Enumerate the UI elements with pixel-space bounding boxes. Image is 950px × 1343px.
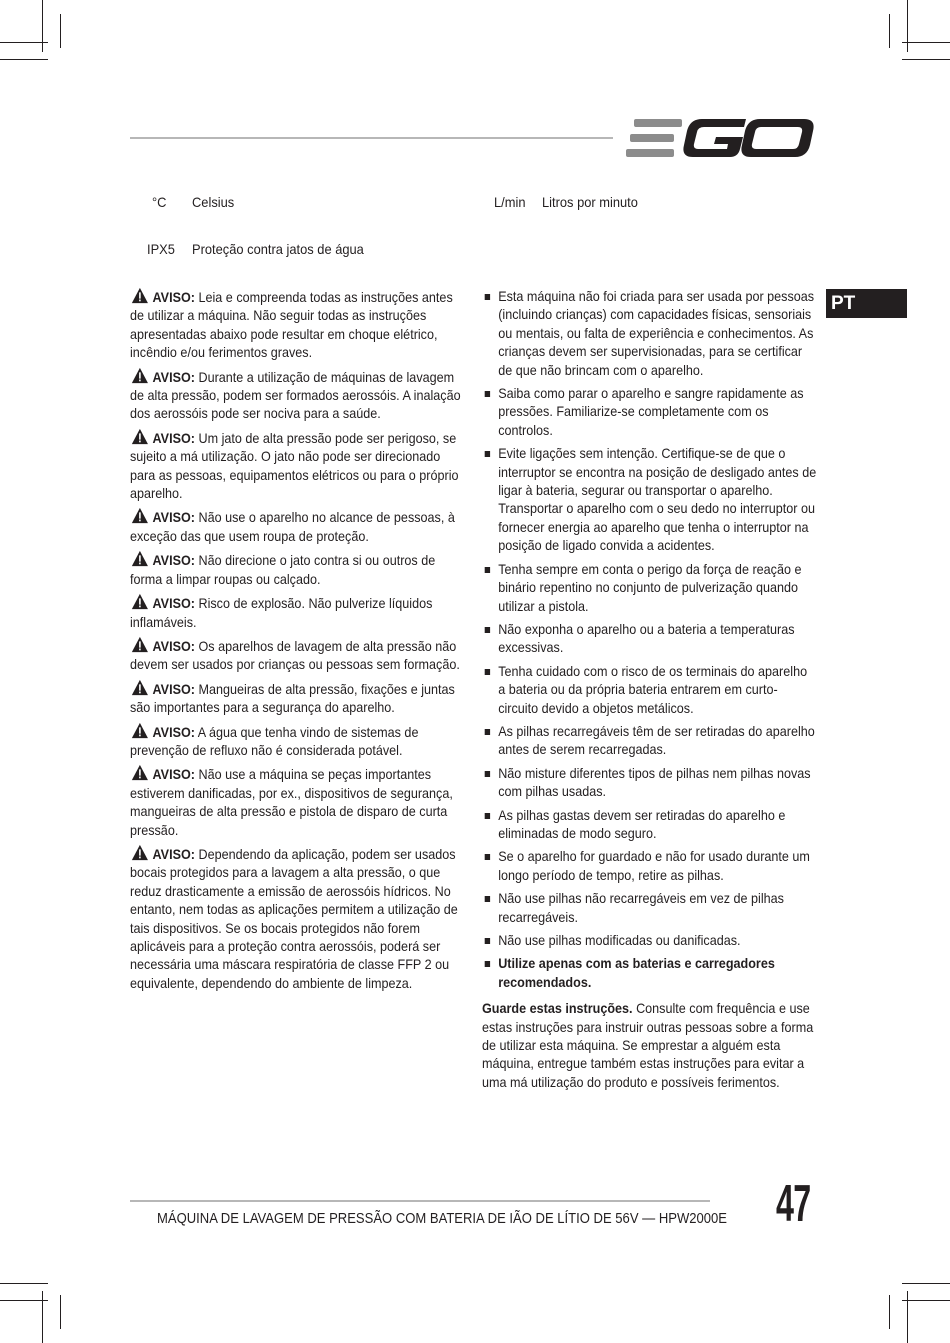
safety-list-column xyxy=(482,287,817,1091)
warning-label: AVISO: xyxy=(152,509,195,526)
warning-text: Não use a máquina se peças importantes estiverem danificadas, por ex., dispositivos de segurança, mangueiras de alta pressão e pistola de disparo de curta pressão. xyxy=(130,766,453,838)
warning-paragraph xyxy=(130,287,463,362)
warning-text: Não direcione o jato contra si ou outros de forma a limpar roupas ou calçado. xyxy=(130,552,436,587)
warning-label: AVISO: xyxy=(152,637,195,654)
warnings-column xyxy=(130,287,463,997)
crop-mark xyxy=(42,0,43,52)
warning-text: Durante a utilização de máquinas de lavagem de alta pressão, podem ser formados aerossóis. A inalação dos aerossóis pode ser nociva para a saúde. xyxy=(130,368,461,422)
crop-mark xyxy=(0,1283,48,1284)
warning-label: AVISO: xyxy=(152,595,195,612)
warning-label: AVISO: xyxy=(152,368,195,385)
safety-bullet-item: Tenha cuidado com o risco de os terminais do aparelho a bateria ou da própria bateria entrarem em curto-circuito devido a objetos metálicos. xyxy=(482,662,817,717)
crop-mark xyxy=(889,1295,890,1329)
warning-label: AVISO: xyxy=(152,680,195,697)
safety-bullet-item: Se o aparelho for guardado e não for usado durante um longo período de tempo, retire as pilhas. xyxy=(482,847,817,884)
crop-mark xyxy=(889,14,890,48)
warning-text: Leia e compreenda todas as instruções antes de utilizar a máquina. Não seguir todas as instruções apresentadas abaixo pode resultar em choque elétrico, incêndio e/ou ferimentos graves. xyxy=(130,289,453,361)
warning-triangle-icon xyxy=(130,764,150,781)
ego-logo xyxy=(626,113,816,163)
warning-triangle-icon xyxy=(130,507,150,524)
warning-paragraph xyxy=(130,679,463,717)
warning-triangle-icon xyxy=(130,367,150,384)
warning-paragraph xyxy=(130,550,463,588)
warning-triangle-icon xyxy=(130,636,150,653)
safety-bullet-item: Tenha sempre em conta o perigo da força de reação e binário repentino no conjunto de pulverização quando utilizar a pistola. xyxy=(482,560,817,615)
crop-mark xyxy=(0,42,48,43)
warning-label: AVISO: xyxy=(152,723,195,740)
warning-paragraph xyxy=(130,722,463,760)
warnings-list xyxy=(130,287,463,992)
abbreviation-row xyxy=(192,240,364,258)
crop-mark xyxy=(907,1291,908,1343)
warning-paragraph xyxy=(130,844,463,992)
warning-paragraph xyxy=(130,367,463,423)
safety-bullet-item: Não use pilhas não recarregáveis em vez de pilhas recarregáveis. xyxy=(482,889,817,926)
warning-triangle-icon xyxy=(130,679,150,696)
abbreviation-row xyxy=(542,193,638,211)
crop-mark xyxy=(0,1300,48,1301)
warning-text: Dependendo da aplicação, podem ser usados bocais protegidos para a lavagem a alta pressão, o que reduz drasticamente a emissão de aerossóis hídricos. No entanto, nem todas as aplicações permitem a utilização de tais dispositivos. Se os bocais protegidos não forem aplicáveis para a proteção contra aerossóis, poderá ser necessária uma máscara respiratória de classe FFP 2 ou equivalente, dependendo do ambiente de limpeza. xyxy=(130,845,458,991)
abbreviation-meaning: Celsius xyxy=(192,194,235,210)
warning-paragraph xyxy=(130,593,463,631)
crop-mark xyxy=(902,42,950,43)
abbreviation-symbol: IPX5 xyxy=(147,241,175,257)
keep-instructions-label: Guarde estas instruções. xyxy=(482,1000,633,1017)
warning-label: AVISO: xyxy=(152,289,195,305)
language-tab: PT xyxy=(826,289,907,318)
header-rule xyxy=(130,137,613,139)
footer-rule xyxy=(130,1200,710,1202)
warning-triangle-icon xyxy=(130,550,150,567)
safety-bullet-item: Evite ligações sem intenção. Certifique-se de que o interruptor se encontra na posição de desligado antes de ligar à bateria, segurar ou transportar o aparelho. Transportar o aparelho com o seu dedo no interruptor ou fornecer energia ao aparelho que tenha o interruptor na posição de ligado convida a acidentes. xyxy=(482,444,817,554)
crop-mark xyxy=(902,1283,950,1284)
crop-mark xyxy=(907,0,908,52)
recommendation-list xyxy=(482,954,817,991)
warning-text: Risco de explosão. Não pulverize líquidos inflamáveis. xyxy=(130,595,433,630)
crop-mark xyxy=(42,1291,43,1343)
page-number: 47 xyxy=(776,1175,811,1233)
safety-bullet-item: Não misture diferentes tipos de pilhas nem pilhas novas com pilhas usadas. xyxy=(482,764,817,801)
footer-title: MÁQUINA DE LAVAGEM DE PRESSÃO COM BATERIA DE IÃO DE LÍTIO DE 56V — HPW2000E xyxy=(157,1211,728,1227)
warning-label: AVISO: xyxy=(152,429,195,446)
abbreviation-row xyxy=(494,193,525,211)
safety-bullet-item: As pilhas gastas devem ser retiradas do aparelho e eliminadas de modo seguro. xyxy=(482,806,817,843)
warning-text: Os aparelhos de lavagem de alta pressão não devem ser usados por crianças ou pessoas sem formação. xyxy=(130,637,460,673)
keep-instructions-paragraph xyxy=(482,999,817,1091)
warning-triangle-icon xyxy=(130,722,150,739)
safety-bullet-item: Esta máquina não foi criada para ser usada por pessoas (incluindo crianças) com capacidades físicas, sensoriais ou mentais, ou falta de experiência e conhecimentos. As crianças devem ser supervisionadas, para se certificar de que não brincam com o aparelho. xyxy=(482,287,817,379)
abbreviation-meaning: Litros por minuto xyxy=(542,194,638,210)
abbreviation-symbol: °C xyxy=(152,194,167,210)
warning-paragraph xyxy=(130,764,463,839)
safety-bullet-list xyxy=(482,287,817,949)
crop-mark xyxy=(0,59,48,60)
warning-paragraph xyxy=(130,507,463,545)
crop-mark xyxy=(60,14,61,48)
warning-text: Não use o aparelho no alcance de pessoas, à exceção das que usem roupa de proteção. xyxy=(130,509,455,544)
abbreviation-meaning: Proteção contra jatos de água xyxy=(192,241,364,257)
abbreviation-row xyxy=(192,193,234,211)
warning-triangle-icon xyxy=(130,593,150,610)
warning-triangle-icon xyxy=(130,287,150,304)
crop-mark xyxy=(902,1300,950,1301)
safety-bullet-item: As pilhas recarregáveis têm de ser retiradas do aparelho antes de serem recarregadas. xyxy=(482,722,817,759)
abbreviation-symbol: L/min xyxy=(494,194,526,210)
warning-text: A água que tenha vindo de sistemas de prevenção de refluxo não é considerada potável. xyxy=(130,723,419,758)
warning-triangle-icon xyxy=(130,428,150,445)
warning-label: AVISO: xyxy=(152,845,195,862)
crop-mark xyxy=(60,1295,61,1329)
safety-bullet-item: Saiba como parar o aparelho e sangre rapidamente as pressões. Familiarize-se completamente com os controlos. xyxy=(482,384,817,439)
warning-paragraph xyxy=(130,428,463,503)
recommended-batteries-bullet: Utilize apenas com as baterias e carregadores recomendados. xyxy=(482,954,817,991)
crop-mark xyxy=(902,59,950,60)
warning-label: AVISO: xyxy=(152,766,195,783)
warning-text: Um jato de alta pressão pode ser perigoso, se sujeito a má utilização. O jato não pode ser direcionado para as pessoas, equipamentos elétricos ou para o próprio aparelho. xyxy=(130,429,459,502)
warning-triangle-icon xyxy=(130,844,150,861)
warning-text: Mangueiras de alta pressão, fixações e juntas são importantes para a segurança do aparelho. xyxy=(130,680,455,716)
safety-bullet-item: Não exponha o aparelho ou a bateria a temperaturas excessivas. xyxy=(482,620,817,657)
abbreviation-row xyxy=(152,193,166,211)
warning-paragraph xyxy=(130,636,463,674)
abbreviation-row xyxy=(147,240,175,258)
safety-bullet-item: Não use pilhas modificadas ou danificadas. xyxy=(482,931,817,949)
keep-instructions-text: Consulte com frequência e use estas instruções para instruir outras pessoas sobre a forma de utilizar esta máquina. Se emprestar a alguém esta máquina, entregue também estas instruções para evitar a uma má utilização do produto e possíveis ferimentos. xyxy=(482,1000,814,1090)
warning-label: AVISO: xyxy=(152,552,195,569)
